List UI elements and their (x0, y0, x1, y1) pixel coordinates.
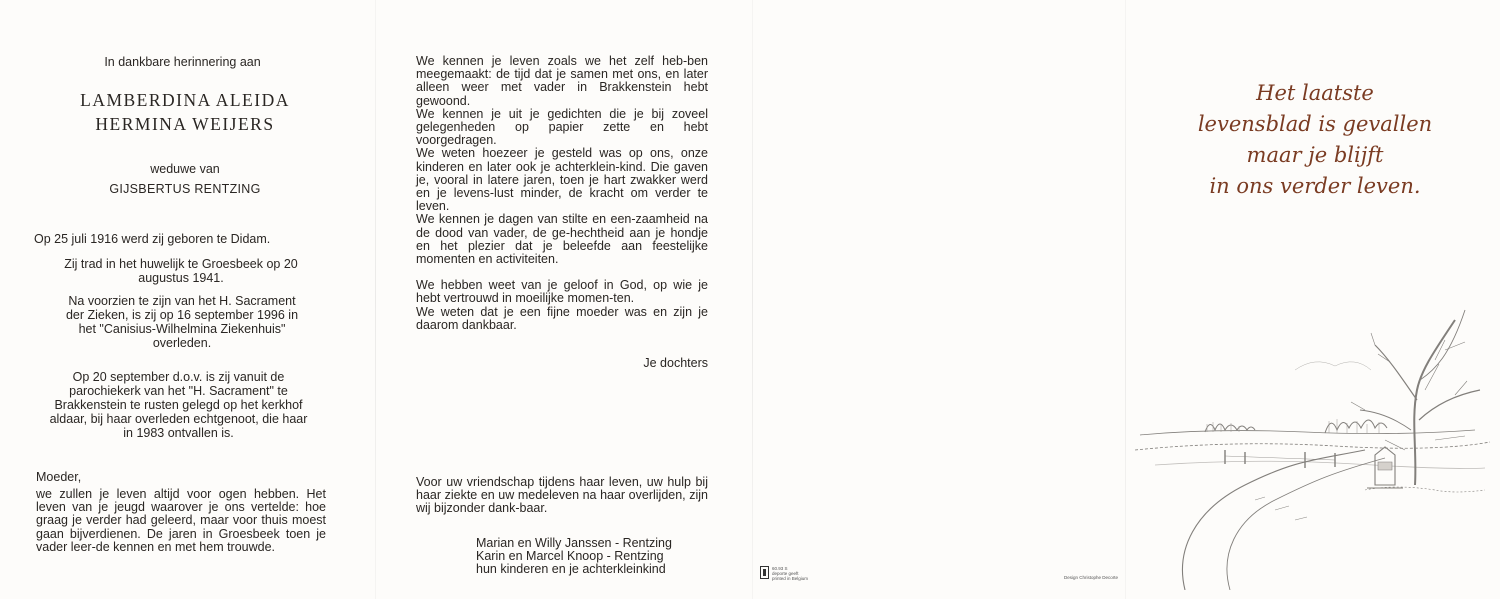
landscape-sketch-illustration (1135, 300, 1495, 590)
intro-text: In dankbare herinnering aan (104, 55, 261, 69)
tribute-paragraph: We kennen je uit je gedichten die je bij zoveel gelegenheden op papier zette en hebt voorgedragen. (416, 106, 708, 148)
family-signatures (476, 537, 672, 576)
tribute-paragraph: We weten dat je een fijne moeder was en zijn je daarom dankbaar. (416, 304, 708, 332)
death-text: Na voorzien te zijn van het H. Sacrament der Zieken, is zij op 16 september 1996 in het "Canisius-Wilhelmina Ziekenhuis" overleden. (65, 294, 299, 350)
panel-front (1125, 0, 1500, 599)
marriage-text: Zij trad in het huwelijk te Groesbeek op 20 augustus 1941. (64, 257, 298, 285)
husband-name: GIJSBERTUS RENTZING (109, 182, 261, 196)
family-line: Karin en Marcel Knoop - Rentzing (476, 549, 664, 563)
tribute-paragraph: We kennen je leven zoals we het zelf heb-ben meegemaakt: de tijd dat je samen met ons, en later alleen weer met vader in Brakkenstein hebt gewoond. (416, 54, 708, 108)
tribute-paragraph: We weten hoezeer je gesteld was op ons, onze kinderen en later ook je achterklein-kind. Die gaven je, vooral in latere jaren, toen je hart zwakker werd en je levens-lust minder, de kracht om verder te leven. (416, 146, 708, 214)
moeder-heading: Moeder, (36, 470, 82, 484)
poem-line: maar je blijft (1246, 143, 1384, 167)
thanks-text: Voor uw vriendschap tijdens haar leven, uw hulp bij haar ziekte en uw medeleven na haar overlijden, zijn wij bijzonder dank-baar. (416, 475, 708, 516)
name-line-2: HERMINA WEIJERS (95, 114, 275, 134)
panel-obituary (0, 0, 370, 599)
panel-back (752, 0, 1125, 599)
name-line-1: LAMBERDINA ALEIDA (80, 90, 290, 110)
tribute-text (416, 55, 708, 332)
poem-line: levensblad is gevallen (1197, 112, 1433, 136)
design-credit: Design Christophe Decorte (1064, 575, 1119, 580)
family-line: hun kinderen en je achterkleinkind (476, 562, 666, 576)
widow-of-label: weduwe van (150, 162, 220, 176)
birth-text: Op 25 juli 1916 werd zij geboren te Didam. (34, 232, 271, 246)
tribute-paragraph: We hebben weet van je geloof in God, op wie je hebt vertrouwd in moeilijke momen-ten. (416, 278, 708, 306)
panel-tribute (380, 0, 750, 599)
publisher-logo-icon (760, 566, 769, 579)
tribute-paragraph: We kennen je dagen van stilte en een-zaamheid na de dood van vader, de ge-hechtheid aan je hondje en het plezier dat je beleefde aan feestelijke momenten en activiteiten. (416, 212, 708, 267)
fold-line (375, 0, 376, 599)
family-line: Marian en Willy Janssen - Rentzing (476, 536, 672, 550)
signoff: Je dochters (643, 356, 708, 370)
deceased-name (0, 88, 370, 136)
moeder-text: we zullen je leven altijd voor ogen hebben. Het leven van je jeugd waarover je ons vertelde: hoe graag je verder had geleerd, maar voor thuis moest gaan bijverdienen. De jaren in Groesbeek toen je vader leer-de kennen en met hem trouwde. (36, 487, 326, 554)
printer-code: 60.93 S deporte geeft printed in Belgium (772, 566, 809, 581)
poem-line: Het laatste (1256, 81, 1374, 105)
burial-text: Op 20 september d.o.v. is zij vanuit de parochiekerk van het "H. Sacrament" te Brakkenstein te rusten gelegd op het kerkhof aldaar, bij haar overleden echtgenoot, die haar in 1983 ontvallen is. (49, 370, 308, 440)
poem (1165, 78, 1465, 202)
poem-line: in ons verder leven. (1209, 174, 1421, 198)
